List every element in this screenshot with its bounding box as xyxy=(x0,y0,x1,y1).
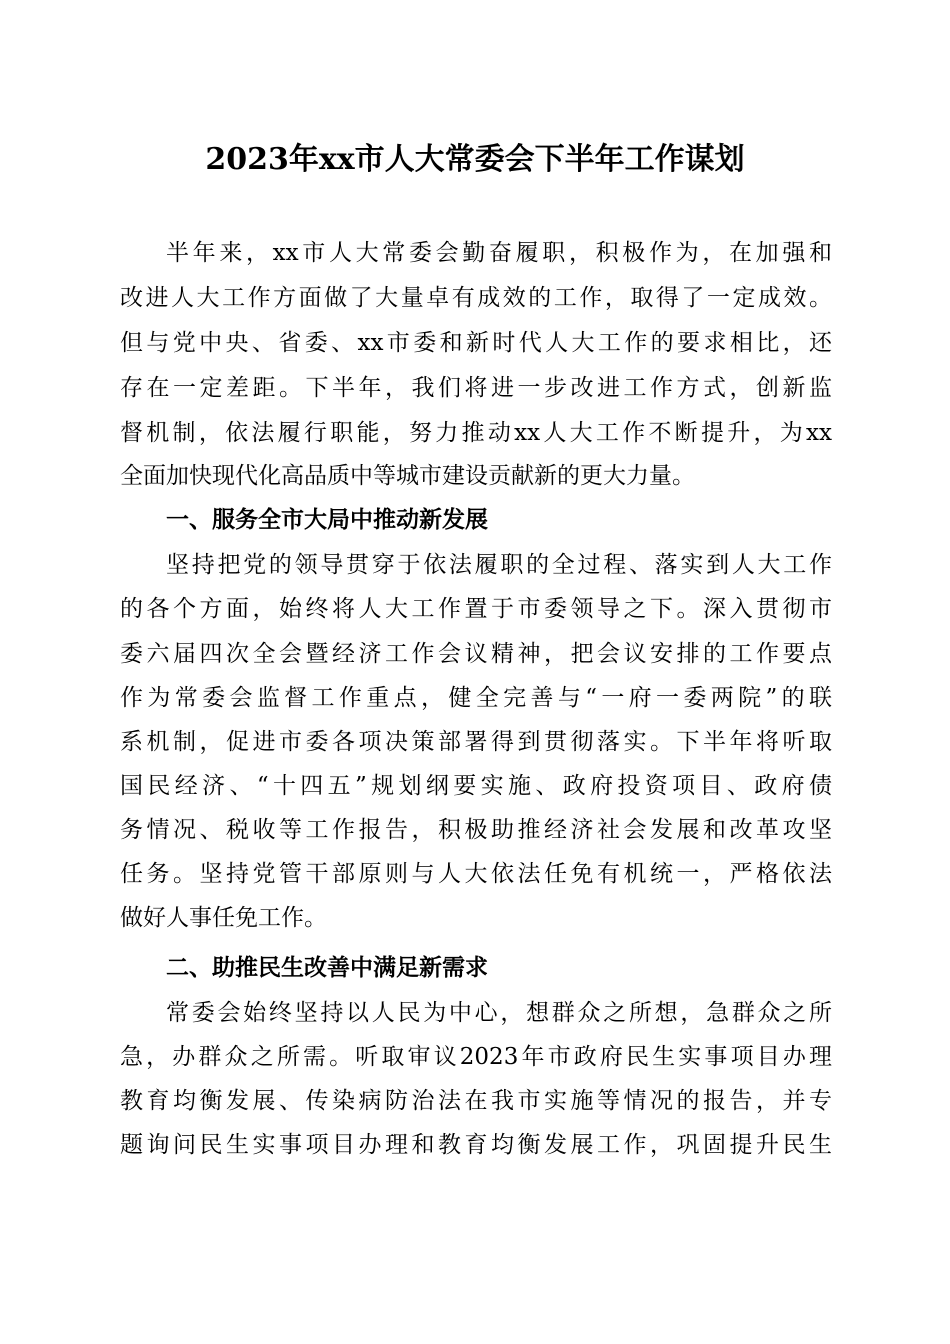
text-line: 存在一定差距。下半年，我们将进一步改进工作方式，创新监 xyxy=(120,375,832,401)
text-line: 务情况、税收等工作报告，积极助推经济社会发展和改革攻坚 xyxy=(120,817,832,843)
document-title: 2023年xx市人大常委会下半年工作谋划 xyxy=(205,142,745,177)
text-line: 作为常委会监督工作重点，健全完善与“一府一委两院”的联 xyxy=(120,685,832,711)
text-line: 但与党中央、省委、xx市委和新时代人大工作的要求相比，还 xyxy=(120,330,832,356)
text-line: 督机制，依法履行职能，努力推动xx人大工作不断提升，为xx xyxy=(120,420,832,446)
text-line: 急，办群众之所需。听取审议2023年市政府民生实事项目办理 xyxy=(120,1044,832,1070)
text-line: 改进人大工作方面做了大量卓有成效的工作，取得了一定成效。 xyxy=(120,285,832,311)
text-line: 任务。坚持党管干部原则与人大依法任免有机统一，严格依法 xyxy=(120,861,832,887)
section-heading: 二、助推民生改善中满足新需求 xyxy=(166,955,488,981)
text-line: 常委会始终坚持以人民为中心，想群众之所想，急群众之所 xyxy=(166,1000,832,1026)
text-line: 系机制，促进市委各项决策部署得到贯彻落实。下半年将听取 xyxy=(120,729,832,755)
text-line: 教育均衡发展、传染病防治法在我市实施等情况的报告，并专 xyxy=(120,1088,832,1114)
text-line: 委六届四次全会暨经济工作会议精神，把会议安排的工作要点 xyxy=(120,641,832,667)
text-line: 的各个方面，始终将人大工作置于市委领导之下。深入贯彻市 xyxy=(120,596,832,622)
text-line: 做好人事任免工作。 xyxy=(120,905,327,931)
text-line: 坚持把党的领导贯穿于依法履职的全过程、落实到人大工作 xyxy=(166,552,832,578)
section-heading: 一、服务全市大局中推动新发展 xyxy=(166,507,488,533)
text-line: 题询问民生实事项目办理和教育均衡发展工作，巩固提升民生 xyxy=(120,1132,832,1158)
text-line: 半年来，xx市人大常委会勤奋履职，积极作为，在加强和 xyxy=(166,240,832,266)
text-line: 国民经济、“十四五”规划纲要实施、政府投资项目、政府债 xyxy=(120,773,832,799)
text-line: 全面加快现代化高品质中等城市建设贡献新的更大力量。 xyxy=(120,463,695,489)
